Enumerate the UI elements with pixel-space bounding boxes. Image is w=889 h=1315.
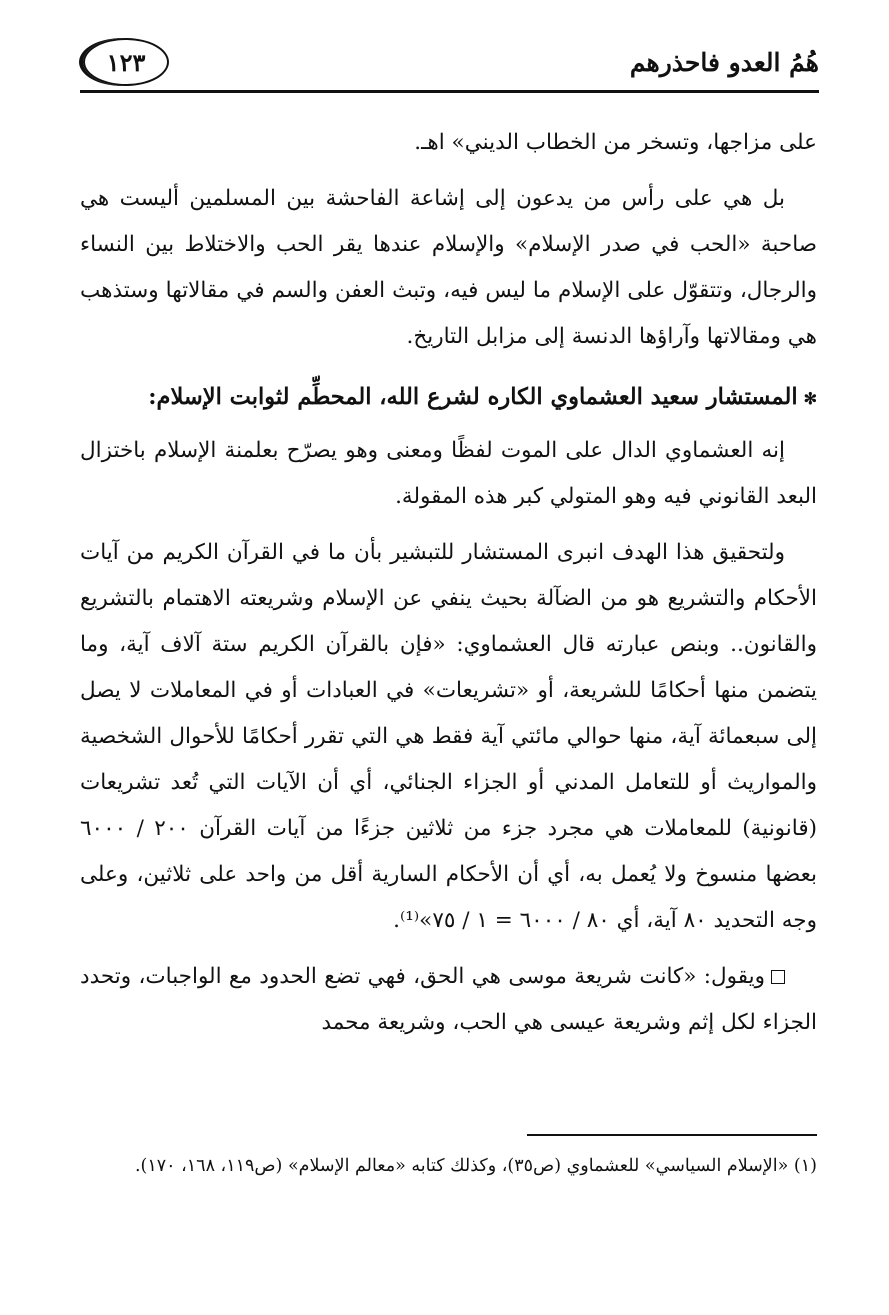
page-number: ١٢٣ bbox=[106, 47, 146, 77]
paragraph-text: ويقول: «كانت شريعة موسى هي الحق، فهي تضع الحدود مع الواجبات، وتحدد الجزاء لكل إثم وشريعة عيسى هي الحب، وشريعة محمد bbox=[80, 964, 817, 1035]
paragraph: إنه العشماوي الدال على الموت لفظًا ومعنى وهو يصرّح بعلمنة الإسلام باختزال البعد القانوني فيه وهو المتولي كبر هذه المقولة. bbox=[80, 438, 817, 509]
paragraph: ولتحقيق هذا الهدف انبرى المستشار للتبشير بأن ما في القرآن الكريم من آيات الأحكام والتشريع هو من الضآلة بحيث ينفي عن الإسلام وشريعته الاهتمام بالتشريع والقانون.. وبنص عبارته قال العشماوي: «فإن بالقرآن الكريم ستة آلاف آية، وما يتضمن منها أحكامًا للشريعة، أو «تشريعات» في العبادات أو في المعاملات لا يصل إلى سبعمائة آية، منها حوالي مائتي آية فقط هي التي تقرر أحكامًا للأحوال الشخصية والمواريث أو للتعامل المدني أو الجزاء الجنائي، أي أن الآيات التي تُعد تشريعات (قانونية) للمعاملات هي مجرد جزء من ثلاثين جزءًا من آيات القرآن ٢٠٠ / ٦٠٠٠ بعضها منسوخ ولا يُعمل به، أي أن الأحكام السارية أقل من واحد على ثلاثين، وعلى وجه التحديد ٨٠ آية، أي ٨٠ / ٦٠٠٠ = ١ / ٧٥»⁽¹⁾. bbox=[80, 540, 817, 933]
footnotes bbox=[80, 1148, 817, 1184]
square-bullet-icon bbox=[771, 970, 785, 984]
footnote-rule bbox=[527, 1134, 817, 1136]
section-heading bbox=[80, 374, 817, 422]
running-header-title: هُمُ العدو فاحذرهم bbox=[629, 48, 819, 77]
header-rule bbox=[80, 90, 819, 93]
asterisk-icon: ✻ bbox=[803, 389, 817, 408]
footnote: (١) «الإسلام السياسي» للعشماوي (ص٣٥)، وكذلك كتابه «معالم الإسلام» (ص١١٩، ١٦٨، ١٧٠). bbox=[134, 1156, 817, 1176]
section-heading-text: المستشار سعيد العشماوي الكاره لشرع الله، المحطِّم لثوابت الإسلام: bbox=[148, 384, 798, 410]
paragraph bbox=[80, 954, 817, 1046]
body-text bbox=[80, 120, 817, 1046]
paragraph: بل هي على رأس من يدعون إلى إشاعة الفاحشة بين المسلمين أليست هي صاحبة «الحب في صدر الإسلام» والإسلام عندها يقر الحب والاختلاط بين النساء والرجال، وتتقوّل على الإسلام ما ليس فيه، وتبث العفن والسم في مقالاتها وستذهب هي ومقالاتها وآراؤها الدنسة إلى مزابل التاريخ. bbox=[80, 186, 817, 349]
page-number-badge bbox=[83, 38, 169, 86]
paragraph-continuation: على مزاجها، وتسخر من الخطاب الديني» اهـ. bbox=[414, 130, 817, 155]
